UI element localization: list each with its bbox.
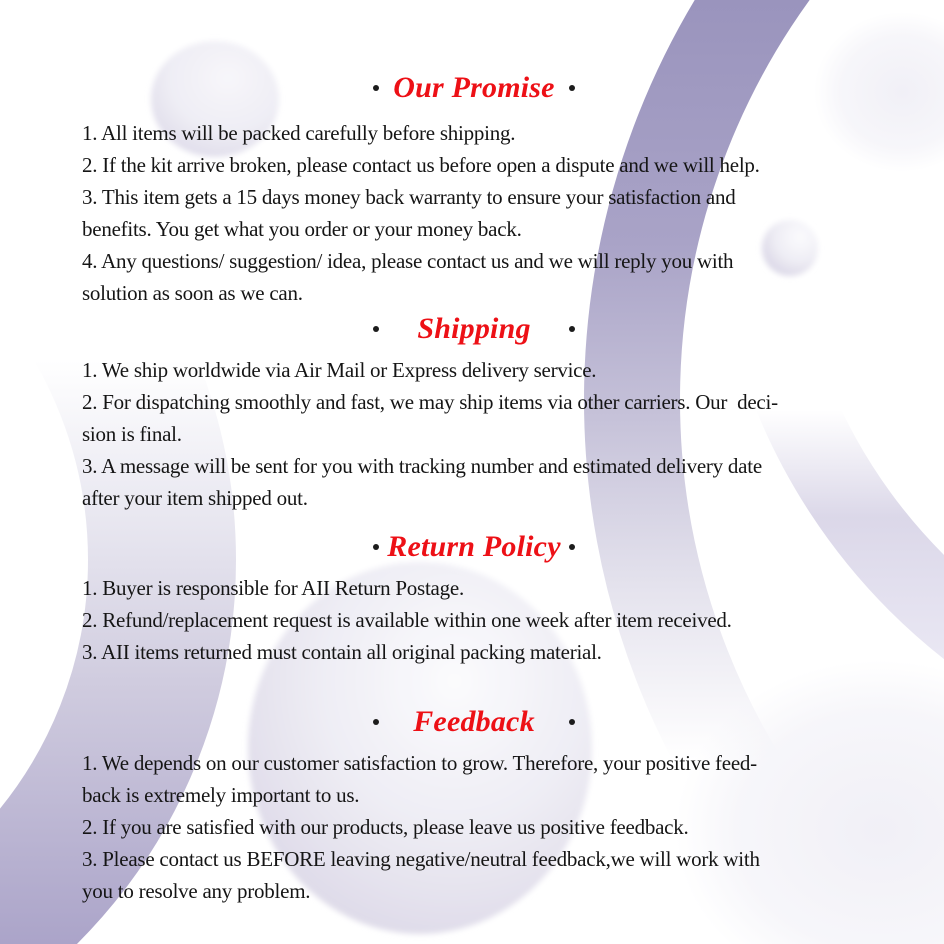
text-line: solution as soon as we can.	[82, 281, 303, 305]
heading-dot-icon	[569, 326, 575, 332]
heading-dot-icon	[569, 85, 575, 91]
section-body-our-promise	[82, 117, 922, 309]
section-body-return-policy	[82, 572, 922, 668]
heading-dot-icon	[569, 544, 575, 550]
section-title: Return Policy	[387, 530, 561, 563]
text-line: 1. We depends on our customer satisfaction to grow. Therefore, your positive feed-	[82, 751, 757, 775]
text-line: after your item shipped out.	[82, 486, 308, 510]
section-body-feedback	[82, 747, 922, 907]
section-title: Feedback	[413, 705, 535, 738]
text-line: 2. If you are satisfied with our products, please leave us positive feedback.	[82, 815, 689, 839]
section-heading-feedback	[373, 700, 575, 744]
text-line: benefits. You get what you order or your money back.	[82, 217, 522, 241]
text-line: back is extremely important to us.	[82, 783, 360, 807]
text-line: you to resolve any problem.	[82, 879, 311, 903]
text-line: 1. We ship worldwide via Air Mail or Express delivery service.	[82, 358, 597, 382]
text-line: 3. Please contact us BEFORE leaving negative/neutral feedback,we will work with	[82, 847, 760, 871]
text-line: 2. For dispatching smoothly and fast, we may ship items via other carriers. Our deci-	[82, 390, 778, 414]
section-body-shipping	[82, 354, 922, 514]
heading-dot-icon	[569, 719, 575, 725]
section-heading-return-policy	[373, 525, 575, 569]
text-line: 3. AII items returned must contain all original packing material.	[82, 640, 602, 664]
text-line: 3. A message will be sent for you with tracking number and estimated delivery date	[82, 454, 762, 478]
text-line: 2. Refund/replacement request is available within one week after item received.	[82, 608, 732, 632]
text-line: sion is final.	[82, 422, 182, 446]
section-heading-our-promise	[373, 66, 575, 110]
section-heading-shipping	[373, 307, 575, 351]
text-line: 4. Any questions/ suggestion/ idea, please contact us and we will reply you with	[82, 249, 734, 273]
text-line: 1. All items will be packed carefully before shipping.	[82, 121, 516, 145]
text-line: 1. Buyer is responsible for AII Return Postage.	[82, 576, 464, 600]
section-title: Our Promise	[393, 71, 555, 104]
text-line: 3. This item gets a 15 days money back warranty to ensure your satisfaction and	[82, 185, 736, 209]
section-title: Shipping	[417, 312, 531, 345]
text-line: 2. If the kit arrive broken, please contact us before open a dispute and we will help.	[82, 153, 760, 177]
